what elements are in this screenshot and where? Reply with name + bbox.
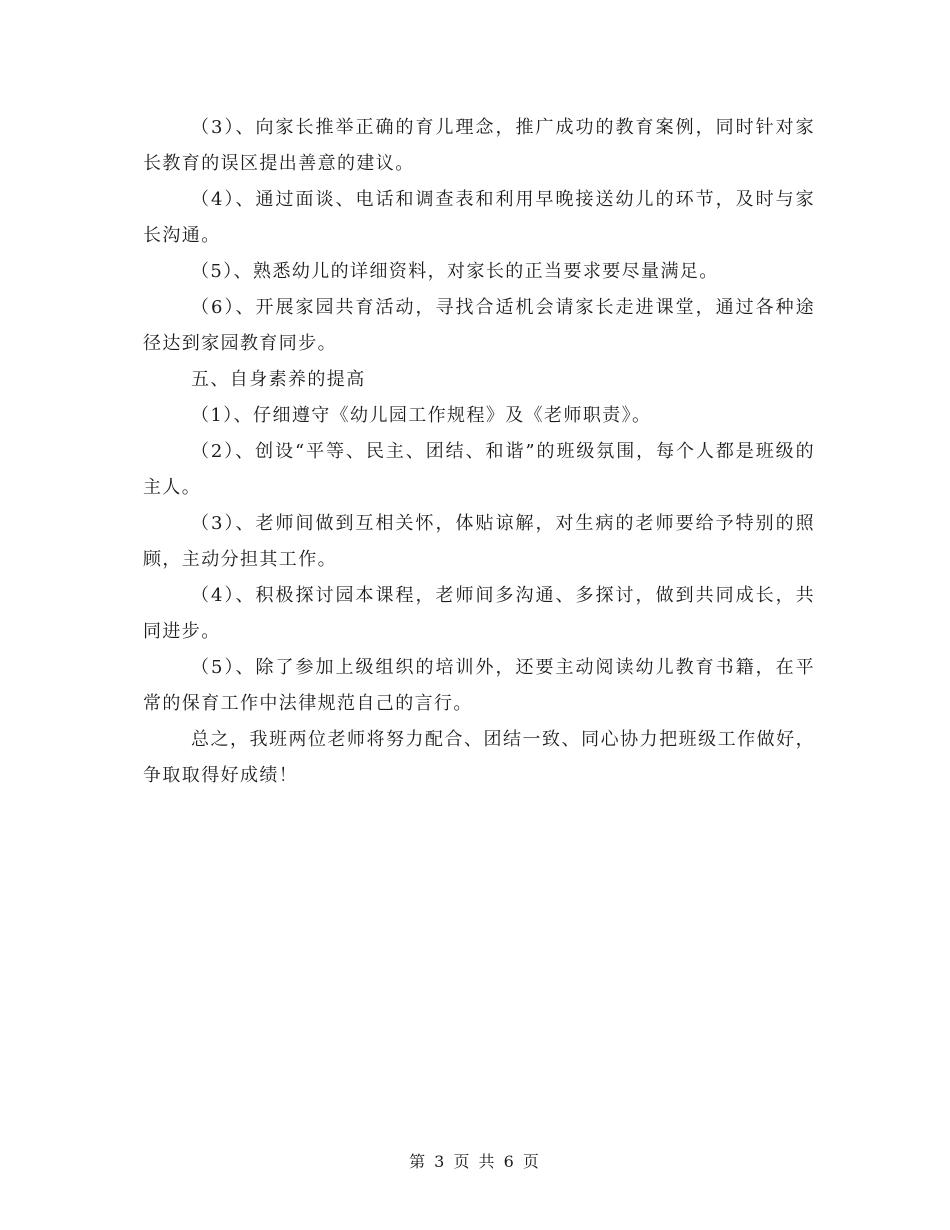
paragraph-self-4: （4）、积极探讨园本课程，老师间多沟通、多探讨，做到共同成长，共同进步。 [143,585,815,642]
paragraph-self-1: （1）、仔细遵守《幼儿园工作规程》及《老师职责》。 [191,405,652,426]
paragraph-parent-comm-6: （6）、开展家园共育活动，寻找合适机会请家长走进课堂，通过各种途径达到家园教育同步。 [143,297,815,354]
paragraph-self-3: （3）、老师间做到互相关怀，体贴谅解，对生病的老师要给予特别的照顾，主动分担其工作。 [143,513,815,570]
paragraph-parent-comm-5: （5）、熟悉幼儿的详细资料，对家长的正当要求要尽量满足。 [191,261,719,282]
paragraph-self-2: （2）、创设“平等、民主、团结、和谐”的班级氛围，每个人都是班级的主人。 [143,441,815,498]
paragraph-parent-comm-3: （3）、向家长推举正确的育儿理念，推广成功的教育案例，同时针对家长教育的误区提出善意的建议。 [143,117,815,174]
paragraph-conclusion: 总之，我班两位老师将努力配合、团结一致、同心协力把班级工作做好，争取取得好成绩！ [143,729,815,786]
section-heading-self-improvement: 五、自身素养的提高 [191,369,366,390]
paragraph-self-5: （5）、除了参加上级组织的培训外，还要主动阅读幼儿教育书籍，在平常的保育工作中法律规范自己的言行。 [143,657,815,714]
paragraph-parent-comm-4: （4）、通过面谈、电话和调查表和利用早晚接送幼儿的环节，及时与家长沟通。 [143,189,815,246]
document-body [143,110,815,794]
page-number-footer: 第 3 页 共 6 页 [409,1152,541,1171]
